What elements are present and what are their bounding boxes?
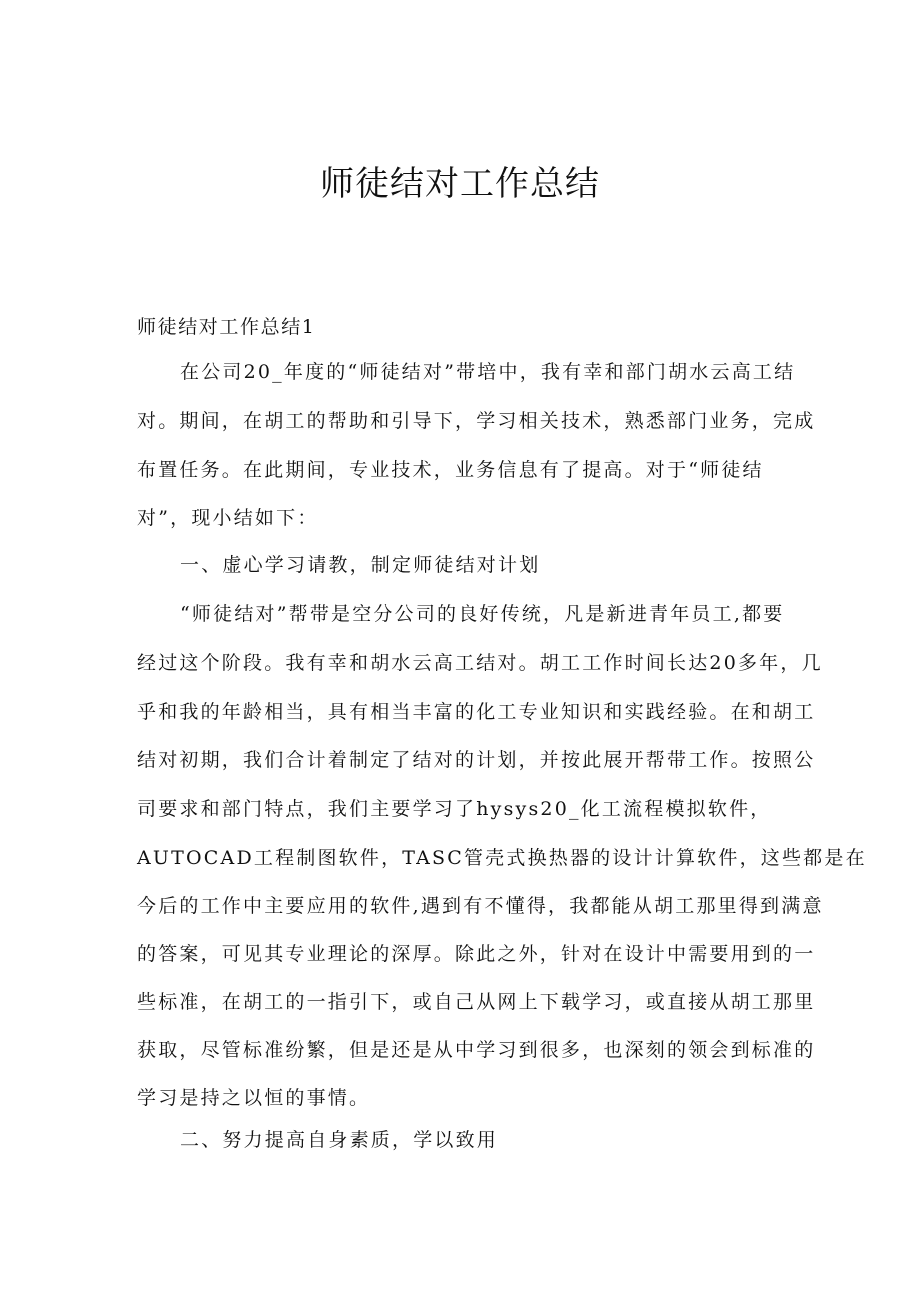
paragraph-line: 司要求和部门特点，我们主要学习了hysys20_化工流程模拟软件，: [137, 798, 772, 820]
paragraph-line: 乎和我的年龄相当，具有相当丰富的化工专业知识和实践经验。在和胡工: [137, 701, 816, 723]
section-title: 师徒结对工作总结1: [137, 316, 316, 338]
section-heading: 二、努力提高自身素质，学以致用: [180, 1129, 499, 1151]
paragraph-line: 获取，尽管标准纷繁，但是还是从中学习到很多，也深刻的领会到标准的: [137, 1039, 816, 1061]
paragraph-line: 对。期间，在胡工的帮助和引导下，学习相关技术，熟悉部门业务，完成: [137, 410, 816, 432]
paragraph-line: 经过这个阶段。我有幸和胡水云高工结对。胡工工作时间长达20多年，几: [137, 652, 823, 674]
paragraph-line: 对”，现小结如下：: [137, 507, 319, 529]
document-title: 师徒结对工作总结: [320, 164, 600, 204]
paragraph-line: 的答案，可见其专业理论的深厚。除此之外，针对在设计中需要用到的一: [137, 943, 816, 965]
paragraph-line: “师徒结对”帮带是空分公司的良好传统，凡是新进青年员工,都要: [180, 603, 785, 625]
paragraph-line: 今后的工作中主要应用的软件,遇到有不懂得，我都能从胡工那里得到满意: [137, 895, 824, 917]
paragraph-line: AUTOCAD工程制图软件，TASC管壳式换热器的设计计算软件，这些都是在: [137, 847, 867, 869]
paragraph-line: 在公司20_年度的“师徒结对”带培中，我有幸和部门胡水云高工结: [180, 361, 796, 383]
section-heading: 一、虚心学习请教，制定师徒结对计划: [180, 554, 541, 576]
paragraph-line: 结对初期，我们合计着制定了结对的计划，并按此展开帮带工作。按照公: [137, 749, 816, 771]
paragraph-line: 些标准，在胡工的一指引下，或自己从网上下载学习，或直接从胡工那里: [137, 991, 816, 1013]
paragraph-line: 学习是持之以恒的事情。: [137, 1087, 371, 1109]
paragraph-line: 布置任务。在此期间，专业技术，业务信息有了提高。对于“师徒结: [137, 459, 764, 481]
